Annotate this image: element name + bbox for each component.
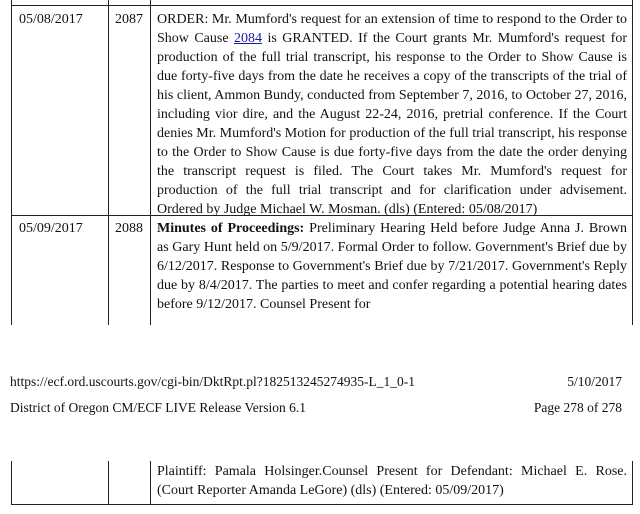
entry-text-part: ORDER: Mr. Mumford's request for an extension of time to respond to the Order to Show Cause — [157, 12, 627, 46]
table-divider-number — [150, 0, 151, 325]
table-border-left — [11, 461, 12, 505]
table-divider-date — [108, 0, 109, 325]
table-border-left — [11, 0, 12, 325]
entry-date: 05/09/2017 — [19, 221, 83, 236]
header-title: District of Oregon CM/ECF LIVE Release Version 6.1 — [10, 400, 306, 415]
table-border-right — [632, 0, 633, 325]
entry-text — [157, 219, 627, 314]
entry-number: 2088 — [115, 221, 143, 236]
row-separator — [11, 5, 633, 6]
entry-text-part: Preliminary Hearing Held before Judge Anna J. Brown as Gary Hunt held on 5/9/2017. Formal Order to follow. Government's Brief due by 6/12/2017. Response to Government's Brief due by 7/21/2017. Government's Reply due by 8/4/2017. The parties to meet and confer regarding a potential hearing dates before 9/12/2017. Counsel Present for — [157, 221, 627, 312]
entry-text — [157, 10, 627, 219]
table-divider-number — [150, 461, 151, 505]
table-border-right — [632, 461, 633, 505]
entry-date: 05/08/2017 — [19, 12, 83, 27]
header-page-number: Page 278 of 278 — [533, 400, 622, 415]
footer-print-date: 5/10/2017 — [567, 374, 622, 389]
entry-bold-lead: Minutes of Proceedings: — [157, 221, 305, 236]
row-separator — [11, 504, 633, 505]
entry-number: 2087 — [115, 12, 143, 27]
entry-text-part: is GRANTED. If the Court grants Mr. Mumford's request for production of the full trial transcript, his response to the Order to Show Cause is due forty-five days from the date he receives a copy of the transcripts of the trial of his client, Ammon Bundy, conducted from September 7, 2016, to October 27, 2016, including vior dire, and the August 22-24, 2016, pretrial conference. If the Court denies Mr. Mumford's Motion for production of the full trial transcript, his response to the Order to Show Cause is due forty-five days from the date the order denying the transcript request is filed. The Court takes Mr. Mumford's request for production of the full trial transcript and for clarification under advisement. Ordered by Judge Michael W. Mosman. (dls) (Entered: 05/08/2017) — [157, 31, 627, 217]
entry-text-continued: Plaintiff: Pamala Holsinger.Counsel Present for Defendant: Michael E. Rose. (Court Reporter Amanda LeGore) (dls) (Entered: 05/09/2017) — [157, 464, 627, 498]
document-link[interactable]: 2084 — [234, 31, 263, 46]
table-divider-date — [108, 461, 109, 505]
footer-url: https://ecf.ord.uscourts.gov/cgi-bin/DktRpt.pl?182513245274935-L_1_0-1 — [10, 374, 415, 389]
